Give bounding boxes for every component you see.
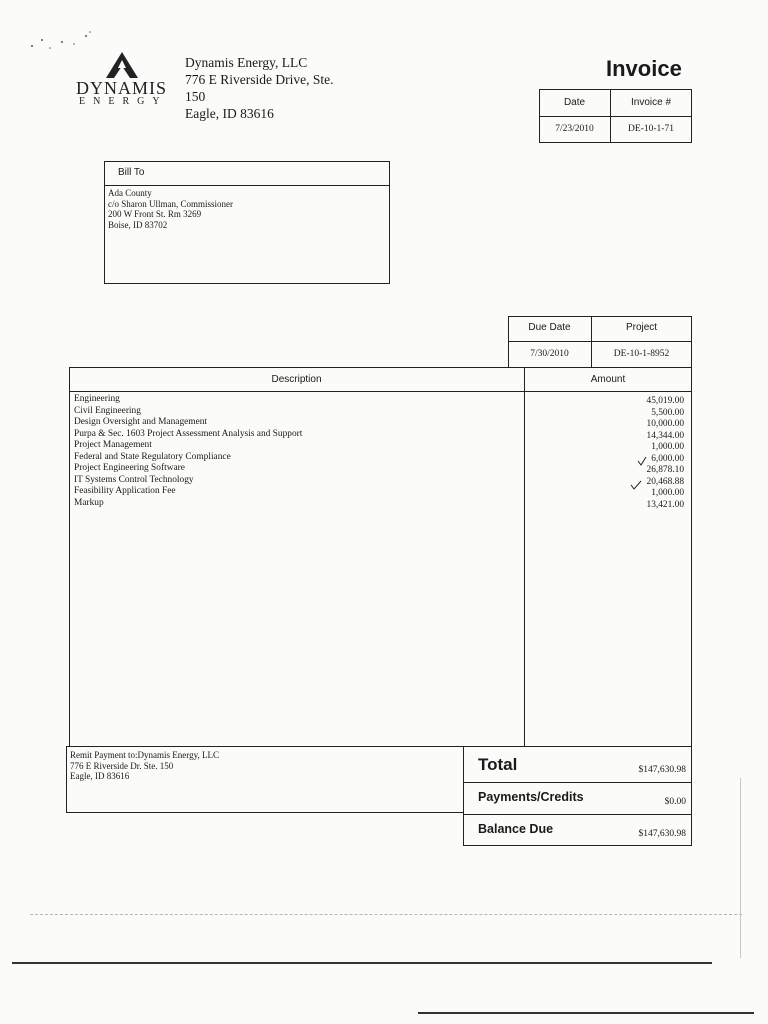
scan-artifact-edge xyxy=(740,778,741,958)
scan-artifact-line xyxy=(418,1012,754,1014)
remit-line: Remit Payment to:Dynamis Energy, LLC xyxy=(70,750,219,760)
line-item-description: Engineering xyxy=(74,394,120,404)
total-value: $147,630.98 xyxy=(638,765,686,775)
scan-specks xyxy=(28,28,98,58)
description-header: Description xyxy=(271,374,322,385)
due-date-label: Due Date xyxy=(528,322,571,333)
scan-artifact-dotted-line xyxy=(30,914,742,917)
invoice-number-label: Invoice # xyxy=(630,97,672,108)
line-item-amount: 26,878.10 xyxy=(646,465,684,475)
invoice-number: DE-10-1-71 xyxy=(628,124,674,134)
line-item-amount: 1,000.00 xyxy=(651,442,684,452)
project-label: Project xyxy=(625,322,658,333)
logo-wordmark: DYNAMIS xyxy=(76,78,168,98)
line-item-amount: 1,000.00 xyxy=(651,488,684,498)
line-item-amount: 5,500.00 xyxy=(651,407,684,418)
line-item-amount: 6,000.00 xyxy=(651,453,684,464)
bill-to-line: Ada County xyxy=(108,188,152,198)
invoice-date: 7/23/2010 xyxy=(555,124,594,134)
dynamis-logo-icon xyxy=(104,50,140,80)
amount-header: Amount xyxy=(590,374,626,385)
remit-line: 776 E Riverside Dr. Ste. 150 xyxy=(70,760,174,771)
bill-to-label: Bill To xyxy=(118,167,145,178)
check-mark-icon xyxy=(630,477,642,487)
balance-due-value: $147,630.98 xyxy=(638,829,686,839)
line-item-description: IT Systems Control Technology xyxy=(74,474,194,485)
line-item-amount: 13,421.00 xyxy=(646,499,684,510)
line-item-amount: 10,000.00 xyxy=(646,419,684,429)
company-name: Dynamis Energy, LLC xyxy=(185,55,308,70)
invoice-title: Invoice xyxy=(606,56,682,81)
company-city-state-zip: Eagle, ID 83616 xyxy=(185,106,274,121)
due-date: 7/30/2010 xyxy=(530,349,569,359)
line-item-description: Markup xyxy=(74,497,104,508)
remit-line: Eagle, ID 83616 xyxy=(70,771,130,781)
line-item-amount: 20,468.88 xyxy=(646,476,684,487)
line-item-amounts xyxy=(560,396,684,511)
logo-subtitle: ENERGY xyxy=(79,96,168,107)
company-address-line2: 150 xyxy=(185,89,206,104)
check-mark-icon xyxy=(637,453,647,463)
company-address-line1: 776 E Riverside Drive, Ste. xyxy=(185,72,334,87)
bill-to-line: c/o Sharon Ullman, Commissioner xyxy=(108,198,233,209)
line-item-amount: 45,019.00 xyxy=(646,396,684,406)
payments-credits-label: Payments/Credits xyxy=(478,790,584,804)
total-label: Total xyxy=(478,755,518,774)
line-item-description: Civil Engineering xyxy=(74,405,141,416)
bill-to-line: 200 W Front St. Rm 3269 xyxy=(108,209,202,219)
line-item-descriptions xyxy=(74,394,514,509)
line-item-description: Purpa & Sec. 1603 Project Assessment Analysis and Support xyxy=(74,428,303,439)
date-label: Date xyxy=(563,97,586,108)
balance-due-label: Balance Due xyxy=(478,822,554,836)
line-item-amount: 14,344.00 xyxy=(646,430,684,441)
bill-to-line: Boise, ID 83702 xyxy=(108,219,168,230)
line-item-description: Project Engineering Software xyxy=(74,463,185,473)
line-item-description: Project Management xyxy=(74,440,152,450)
line-item-description: Design Oversight and Management xyxy=(74,417,208,427)
line-item-description: Federal and State Regulatory Compliance xyxy=(74,451,231,462)
remit-payment-text xyxy=(70,750,219,782)
company-address xyxy=(185,54,345,122)
project-number: DE-10-1-8952 xyxy=(613,349,670,359)
bill-to-address xyxy=(108,188,233,230)
line-item-description: Feasibility Application Fee xyxy=(74,486,176,496)
payments-credits-value: $0.00 xyxy=(664,797,686,807)
scan-artifact-line xyxy=(12,962,712,964)
